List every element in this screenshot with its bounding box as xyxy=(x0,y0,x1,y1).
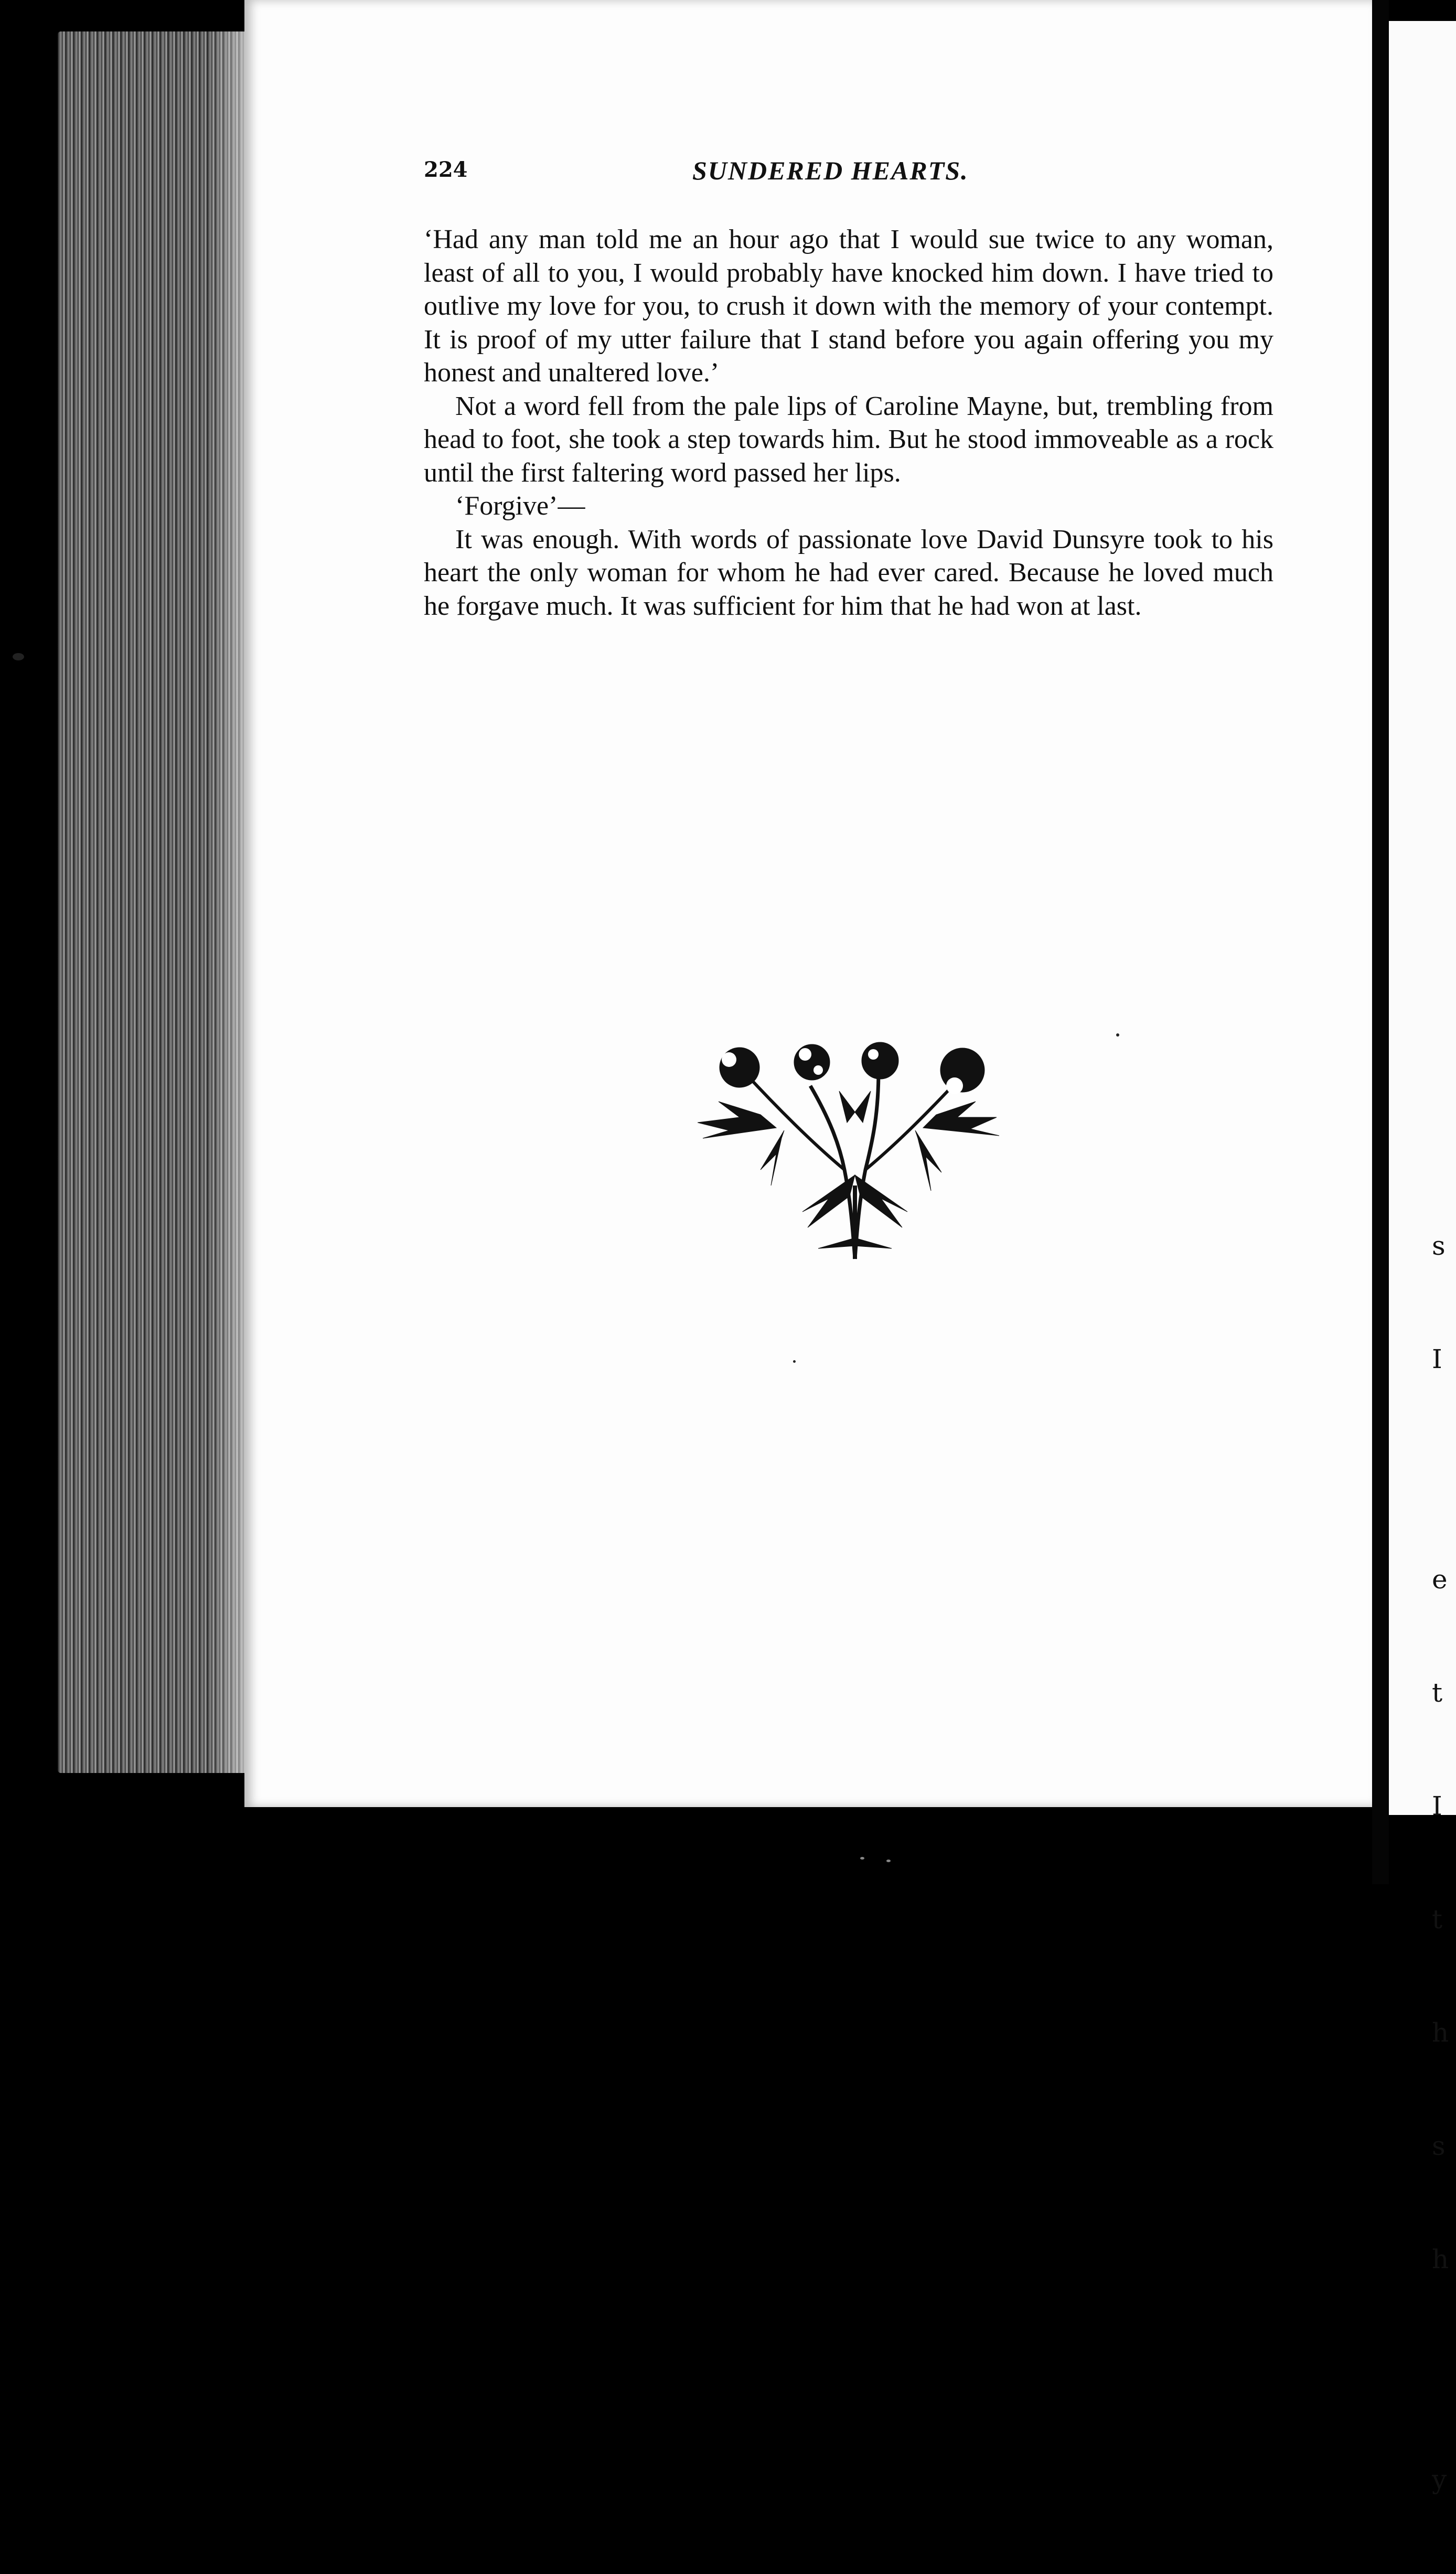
facing-letter: h xyxy=(1432,2017,1449,2048)
page-edges xyxy=(58,31,247,1773)
facing-letter: h xyxy=(1432,2244,1449,2274)
book-gutter xyxy=(1372,0,1389,1884)
paragraph: ‘Had any man told me an hour ago that I would sue twice to any woman, least of all to you, I would probably have knocked him down. I have tried to outlive my love for you, to crush it down with the memory of your contempt. It is proof of my utter failure that I stand before you again offering you my honest and unaltered love.’ xyxy=(424,225,1273,388)
paragraph: ‘Forgive’— xyxy=(455,491,585,521)
facing-letter: t xyxy=(1432,1678,1443,1708)
speck xyxy=(1116,1033,1119,1037)
facing-page-text xyxy=(1432,1151,1456,2574)
facing-letter: I xyxy=(1432,1344,1442,1374)
speck xyxy=(886,1860,891,1862)
speck xyxy=(13,653,24,660)
facing-letter: y xyxy=(1432,2464,1447,2495)
speck xyxy=(793,1360,796,1363)
facing-letter xyxy=(1432,1454,1456,1485)
speck xyxy=(860,1857,864,1860)
body-text xyxy=(424,223,1273,623)
facing-letter: s xyxy=(1432,1231,1446,1261)
facing-letter xyxy=(1432,2354,1456,2385)
facing-letter: I xyxy=(1432,1791,1442,1821)
facing-letter: t xyxy=(1432,1904,1443,1935)
page-number: 224 xyxy=(424,157,468,182)
paragraph: Not a word fell from the pale lips of Caroline Mayne, but, trembling from head to foot, she took a step towards him. But he stood immoveable as a rock until the first faltering word passed her lips. xyxy=(424,391,1273,488)
flower-bouquet-icon xyxy=(698,1039,1002,1269)
running-head: SUNDERED HEARTS. xyxy=(692,156,969,185)
paragraph: It was enough. With words of passionate love David Dunsyre took to his heart the only woman for whom he had ever cared. Because he loved much he forgave much. It was sufficient for him that he had won at last. xyxy=(424,524,1273,621)
facing-letter: e xyxy=(1432,1564,1448,1595)
facing-letter: s xyxy=(1432,2131,1446,2161)
